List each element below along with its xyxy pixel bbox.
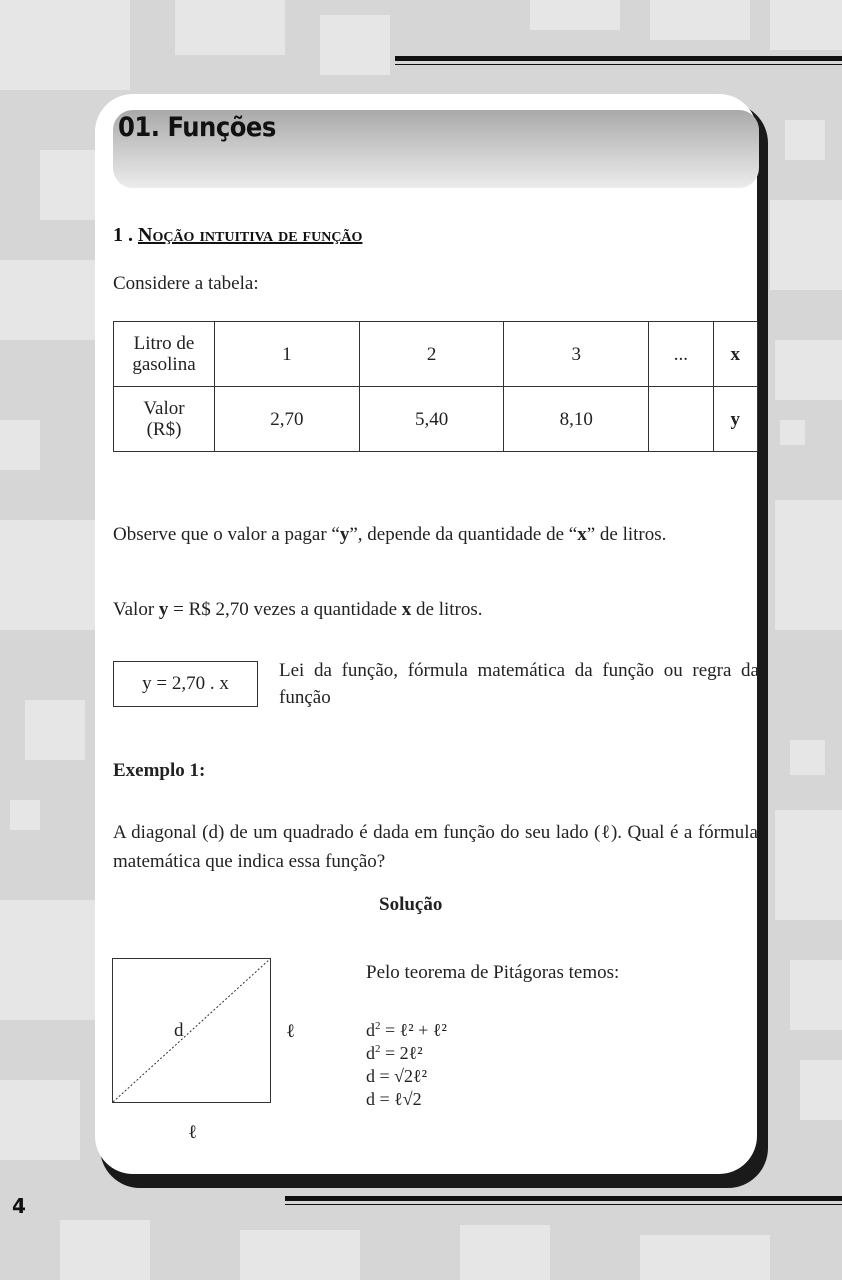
table-cell: x bbox=[713, 322, 757, 387]
bottom-rule bbox=[285, 1196, 842, 1201]
top-rule bbox=[395, 56, 842, 61]
square-diagonal bbox=[113, 959, 270, 1102]
square-diagram bbox=[112, 958, 272, 1168]
table-row-header: Valor (R$) bbox=[114, 387, 215, 452]
table-cell bbox=[649, 387, 713, 452]
formula-description: Lei da função, fórmula matemática da função ou regra da função bbox=[279, 660, 759, 708]
solution-label: Solução bbox=[379, 894, 443, 915]
intro-text: Considere a tabela: bbox=[113, 273, 259, 294]
math-step: d = ℓ√2 bbox=[366, 1089, 422, 1109]
valor-line: Valor y = R$ 2,70 vezes a quantidade x de litros. bbox=[113, 599, 483, 620]
table-row-header: Litro de gasolina bbox=[114, 322, 215, 387]
table-row bbox=[114, 322, 758, 387]
table-row bbox=[114, 387, 758, 452]
table-cell: 5,40 bbox=[359, 387, 504, 452]
top-rule-thin bbox=[395, 64, 842, 65]
side-label-right: ℓ bbox=[286, 1021, 296, 1042]
solution-intro: Pelo teorema de Pitágoras temos: bbox=[366, 962, 620, 983]
example-label: Exemplo 1: bbox=[113, 760, 206, 781]
table-cell: 1 bbox=[215, 322, 360, 387]
table-cell: 3 bbox=[504, 322, 649, 387]
table-cell: 2 bbox=[359, 322, 504, 387]
table-cell: y bbox=[713, 387, 757, 452]
section-number: 1 . bbox=[113, 224, 133, 246]
section-heading bbox=[113, 224, 362, 247]
math-step: $d^2$ = ℓ² + ℓ² bbox=[366, 1020, 447, 1040]
side-label-bottom: ℓ bbox=[188, 1122, 198, 1143]
math-step: $d^2$ = 2ℓ² bbox=[366, 1043, 423, 1063]
bottom-rule-thin bbox=[285, 1204, 842, 1205]
fuel-price-table bbox=[113, 321, 758, 452]
example-text: A diagonal (d) de um quadrado é dada em função do seu lado (ℓ). Qual é a fórmula matemática que indica essa função? bbox=[113, 822, 758, 872]
section-title: Noção intuitiva de função bbox=[138, 224, 363, 246]
observation-text: Observe que o valor a pagar “y”, depende da quantidade de “x” de litros. bbox=[113, 524, 667, 545]
table-cell: ... bbox=[649, 322, 713, 387]
table-cell: 8,10 bbox=[504, 387, 649, 452]
diagonal-label: d bbox=[174, 1020, 184, 1041]
page-number: 4 bbox=[12, 1194, 26, 1218]
table-cell: 2,70 bbox=[215, 387, 360, 452]
chapter-title: 01. Funções bbox=[118, 112, 276, 143]
formula-box: y = 2,70 . x bbox=[113, 661, 258, 707]
math-step: d = √2ℓ² bbox=[366, 1066, 428, 1086]
